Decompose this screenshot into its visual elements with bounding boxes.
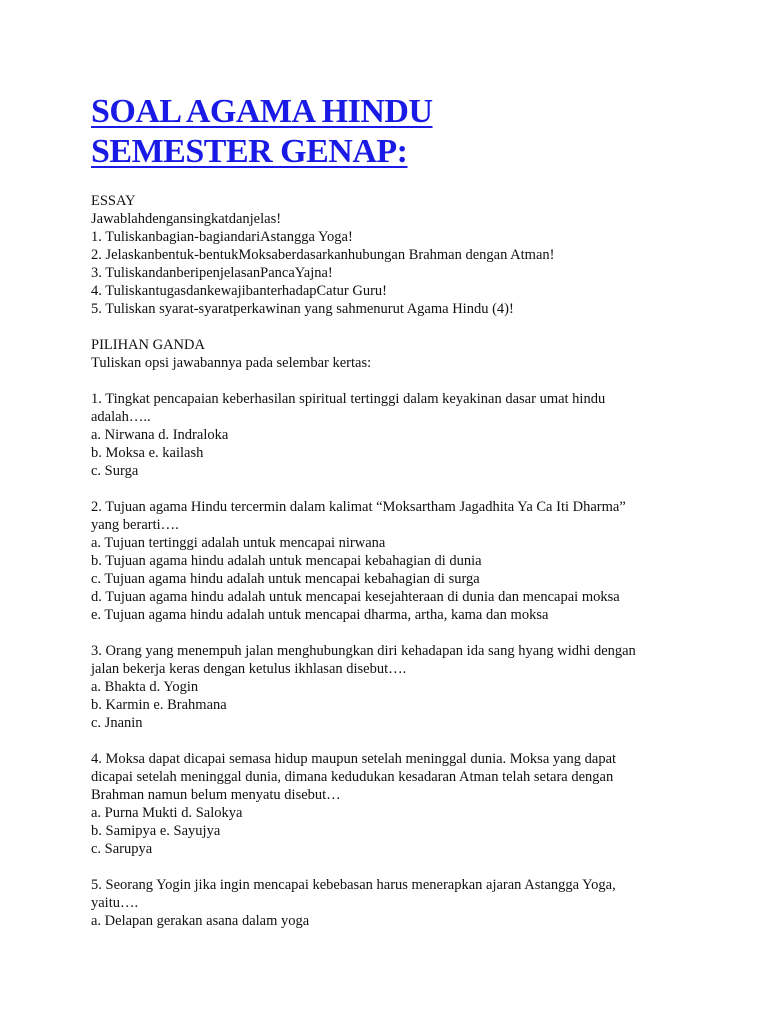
question-line: yaitu…. (91, 895, 139, 911)
question-line: 1. Tingkat pencapaian keberhasilan spiritual tertinggi dalam keyakinan dasar umat hindu (91, 391, 606, 407)
document-title (91, 92, 751, 172)
pg-heading: PILIHAN GANDA (91, 337, 205, 353)
question-5 (91, 876, 751, 930)
essay-instruction: Jawablahdengansingkatdanjelas! (91, 211, 282, 227)
question-4 (91, 750, 751, 858)
answer-option: a. Purna Mukti d. Salokya (91, 805, 243, 821)
pg-instruction: Tuliskan opsi jawabannya pada selembar kertas: (91, 355, 372, 371)
document-body (91, 192, 751, 930)
question-3 (91, 642, 751, 732)
title-line-1: SOAL AGAMA HINDU (91, 93, 433, 130)
essay-item-3: 3. TuliskandanberipenjelasanPancaYajna! (91, 265, 333, 281)
essay-item-4: 4. TuliskantugasdankewajibanterhadapCatur Guru! (91, 283, 387, 299)
answer-option: a. Bhakta d. Yogin (91, 679, 199, 695)
question-line: dicapai setelah meninggal dunia, dimana kedudukan kesadaran Atman telah setara dengan (91, 769, 614, 785)
answer-option: c. Surga (91, 463, 139, 479)
question-line: Brahman namun belum menyatu disebut… (91, 787, 341, 803)
title-line-2: SEMESTER GENAP: (91, 133, 408, 170)
question-line: adalah….. (91, 409, 151, 425)
spacer (91, 318, 751, 336)
answer-option: b. Moksa e. kailash (91, 445, 204, 461)
question-line: 2. Tujuan agama Hindu tercermin dalam kalimat “Moksartham Jagadhita Ya Ca Iti Dharma” (91, 499, 626, 515)
question-1 (91, 390, 751, 480)
answer-option: c. Sarupya (91, 841, 153, 857)
question-line: 4. Moksa dapat dicapai semasa hidup maupun setelah meninggal dunia. Moksa yang dapat (91, 751, 617, 767)
essay-item-2: 2. Jelaskanbentuk-bentukMoksaberdasarkanhubungan Brahman dengan Atman! (91, 247, 555, 263)
answer-option: b. Karmin e. Brahmana (91, 697, 227, 713)
question-line: jalan bekerja keras dengan ketulus ikhlasan disebut…. (91, 661, 407, 677)
answer-option: c. Tujuan agama hindu adalah untuk mencapai kebahagian di surga (91, 571, 480, 587)
spacer (91, 372, 751, 390)
question-2 (91, 498, 751, 624)
question-line: yang berarti…. (91, 517, 179, 533)
answer-option: c. Jnanin (91, 715, 143, 731)
essay-section (91, 192, 751, 318)
multiple-choice-section (91, 336, 751, 930)
spacer (91, 732, 751, 750)
essay-heading: ESSAY (91, 193, 136, 209)
document-page (91, 92, 751, 930)
essay-item-5: 5. Tuliskan syarat-syaratperkawinan yang sahmenurut Agama Hindu (4)! (91, 301, 514, 317)
answer-option: a. Tujuan tertinggi adalah untuk mencapai nirwana (91, 535, 386, 551)
question-line: 5. Seorang Yogin jika ingin mencapai kebebasan harus menerapkan ajaran Astangga Yoga, (91, 877, 616, 893)
answer-option: b. Tujuan agama hindu adalah untuk mencapai kebahagian di dunia (91, 553, 482, 569)
spacer (91, 480, 751, 498)
question-line: 3. Orang yang menempuh jalan menghubungkan diri kehadapan ida sang hyang widhi dengan (91, 643, 636, 659)
spacer (91, 624, 751, 642)
essay-item-1: 1. Tuliskanbagian-bagiandariAstangga Yoga! (91, 229, 353, 245)
answer-option: a. Nirwana d. Indraloka (91, 427, 229, 443)
answer-option: e. Tujuan agama hindu adalah untuk mencapai dharma, artha, kama dan moksa (91, 607, 549, 623)
answer-option: a. Delapan gerakan asana dalam yoga (91, 913, 310, 929)
answer-option: b. Samipya e. Sayujya (91, 823, 221, 839)
answer-option: d. Tujuan agama hindu adalah untuk mencapai kesejahteraan di dunia dan mencapai moksa (91, 589, 620, 605)
spacer (91, 858, 751, 876)
